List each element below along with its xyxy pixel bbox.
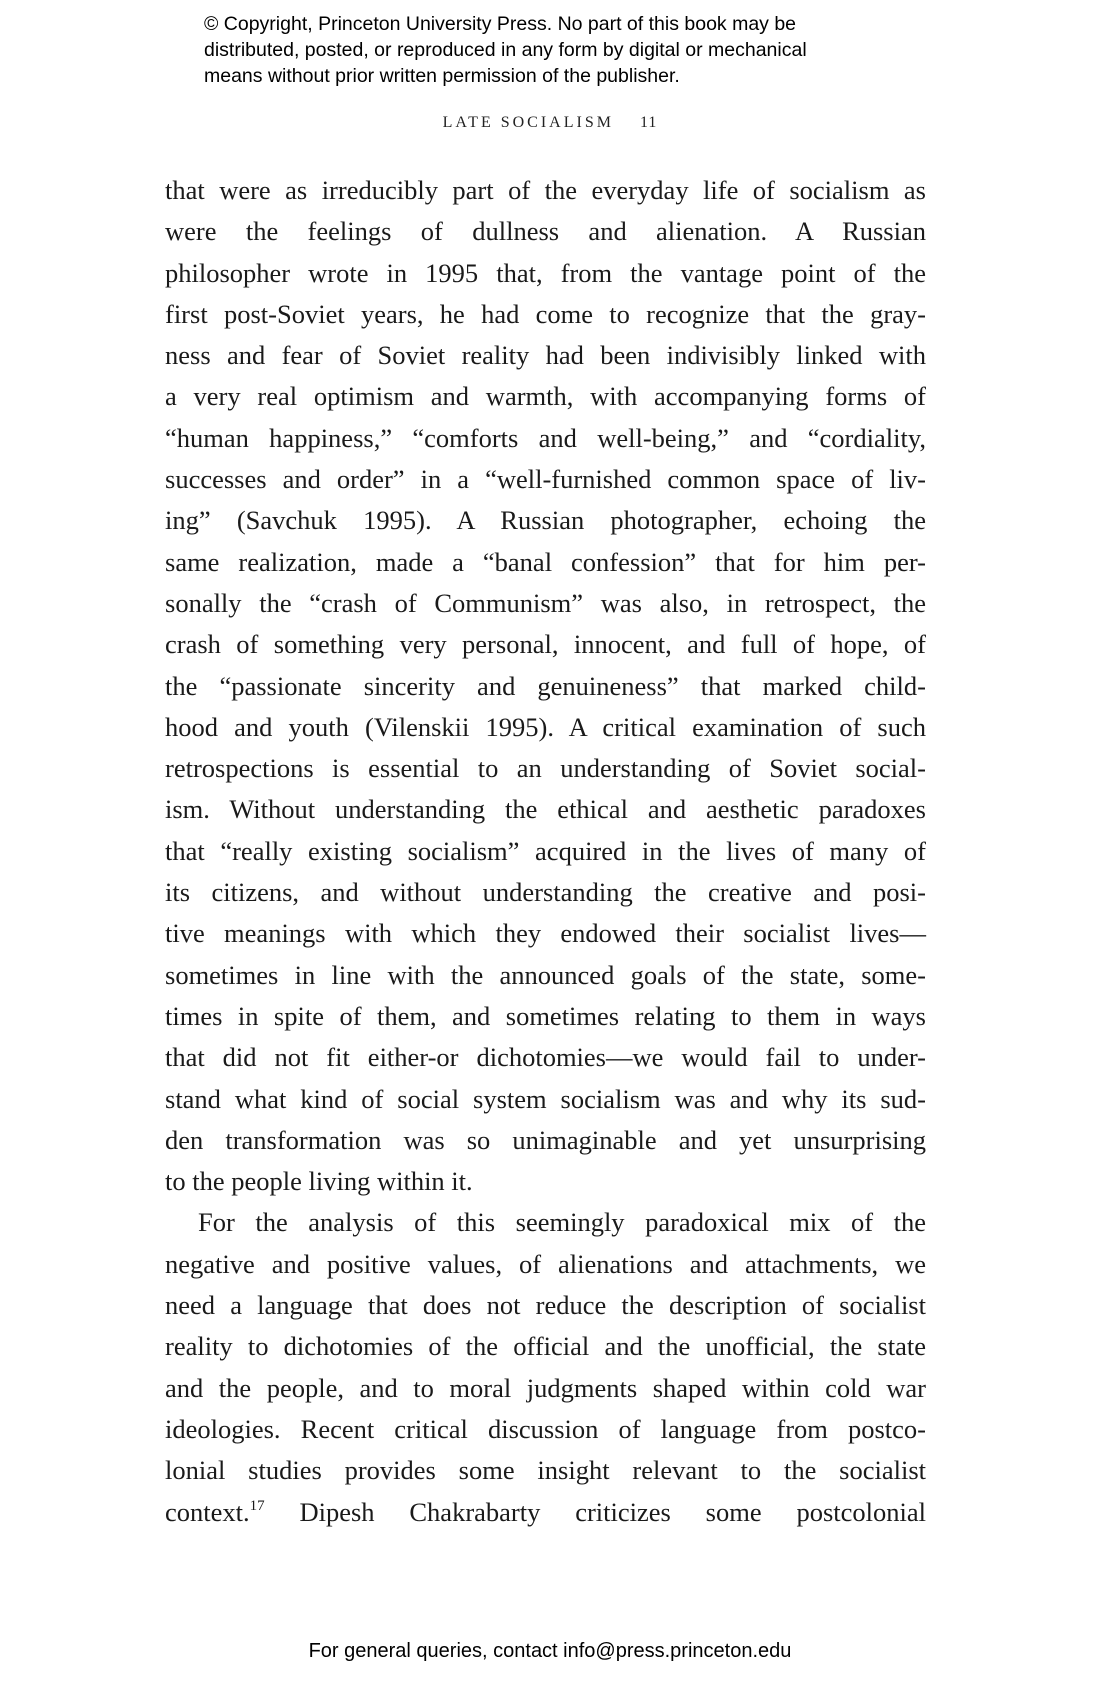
text-line: its citizens, and without understanding the creative and posi- <box>165 877 926 908</box>
text-line: reality to dichotomies of the official and the unofficial, the state <box>165 1331 926 1362</box>
text-segment: Dipesh Chakrabarty criticizes some postcolonial <box>264 1496 926 1527</box>
text-line: retrospections is essential to an understanding of Soviet social- <box>165 753 926 784</box>
text-line: that did not fit either-or dichotomies—we would fail to under- <box>165 1042 926 1073</box>
footer-contact: For general queries, contact info@press.princeton.edu <box>308 1640 792 1662</box>
text-line: sonally the “crash of Communism” was also, in retrospect, the <box>165 587 926 618</box>
text-line: a very real optimism and warmth, with accompanying forms of <box>165 381 926 412</box>
body-text <box>165 170 926 1533</box>
text-line: lonial studies provides some insight relevant to the socialist <box>165 1455 926 1486</box>
text-line: stand what kind of social system socialism was and why its sud- <box>165 1083 926 1114</box>
text-line: ness and fear of Soviet reality had been indivisibly linked with <box>165 340 926 371</box>
text-line: were the feelings of dullness and alienation. A Russian <box>165 216 926 247</box>
text-line: hood and youth (Vilenskii 1995). A critical examination of such <box>165 711 926 742</box>
copyright-notice <box>204 11 807 89</box>
text-line: “human happiness,” “comforts and well-being,” and “cordiality, <box>165 422 926 453</box>
text-line: sometimes in line with the announced goals of the state, some- <box>165 959 926 990</box>
text-line: need a language that does not reduce the description of socialist <box>165 1290 926 1321</box>
text-line: times in spite of them, and sometimes relating to them in ways <box>165 1000 926 1031</box>
text-line: den transformation was so unimaginable and yet unsurprising <box>165 1124 926 1155</box>
text-line: negative and positive values, of alienations and attachments, we <box>165 1248 926 1279</box>
text-line: ideologies. Recent critical discussion of language from postco- <box>165 1413 926 1444</box>
copyright-line: © Copyright, Princeton University Press. No part of this book may be <box>204 13 797 35</box>
text-line: that “really existing socialism” acquired in the lives of many of <box>165 835 926 866</box>
text-line: that were as irreducibly part of the everyday life of socialism as <box>165 175 926 205</box>
text-line: ing” (Savchuk 1995). A Russian photographer, echoing the <box>165 505 926 536</box>
text-line: successes and order” in a “well-furnished common space of liv- <box>165 464 926 495</box>
text-line: and the people, and to moral judgments shaped within cold war <box>165 1372 926 1403</box>
text-line: same realization, made a “banal confession” that for him per- <box>165 546 926 577</box>
chapter-title: LATE SOCIALISM <box>442 114 614 131</box>
running-head <box>0 114 1100 132</box>
text-line: crash of something very personal, innocent, and full of hope, of <box>165 629 926 660</box>
text-line: to the people living within it. <box>165 1166 473 1197</box>
page-number: 11 <box>639 114 658 131</box>
text-segment: context. <box>165 1496 250 1527</box>
text-line: tive meanings with which they endowed their socialist lives— <box>165 918 926 949</box>
text-line: first post-Soviet years, he had come to recognize that the gray- <box>165 298 926 329</box>
copyright-line: means without prior written permission of the publisher. <box>204 65 680 87</box>
text-line: For the analysis of this seemingly paradoxical mix of the <box>198 1207 926 1238</box>
text-line: ism. Without understanding the ethical and aesthetic paradoxes <box>165 794 926 825</box>
text-line <box>165 1492 926 1533</box>
footnote-ref[interactable]: 17 <box>249 1497 265 1514</box>
text-line: the “passionate sincerity and genuineness” that marked child- <box>165 670 926 701</box>
text-line: philosopher wrote in 1995 that, from the vantage point of the <box>165 257 926 288</box>
copyright-line: distributed, posted, or reproduced in any form by digital or mechanical <box>204 39 807 61</box>
